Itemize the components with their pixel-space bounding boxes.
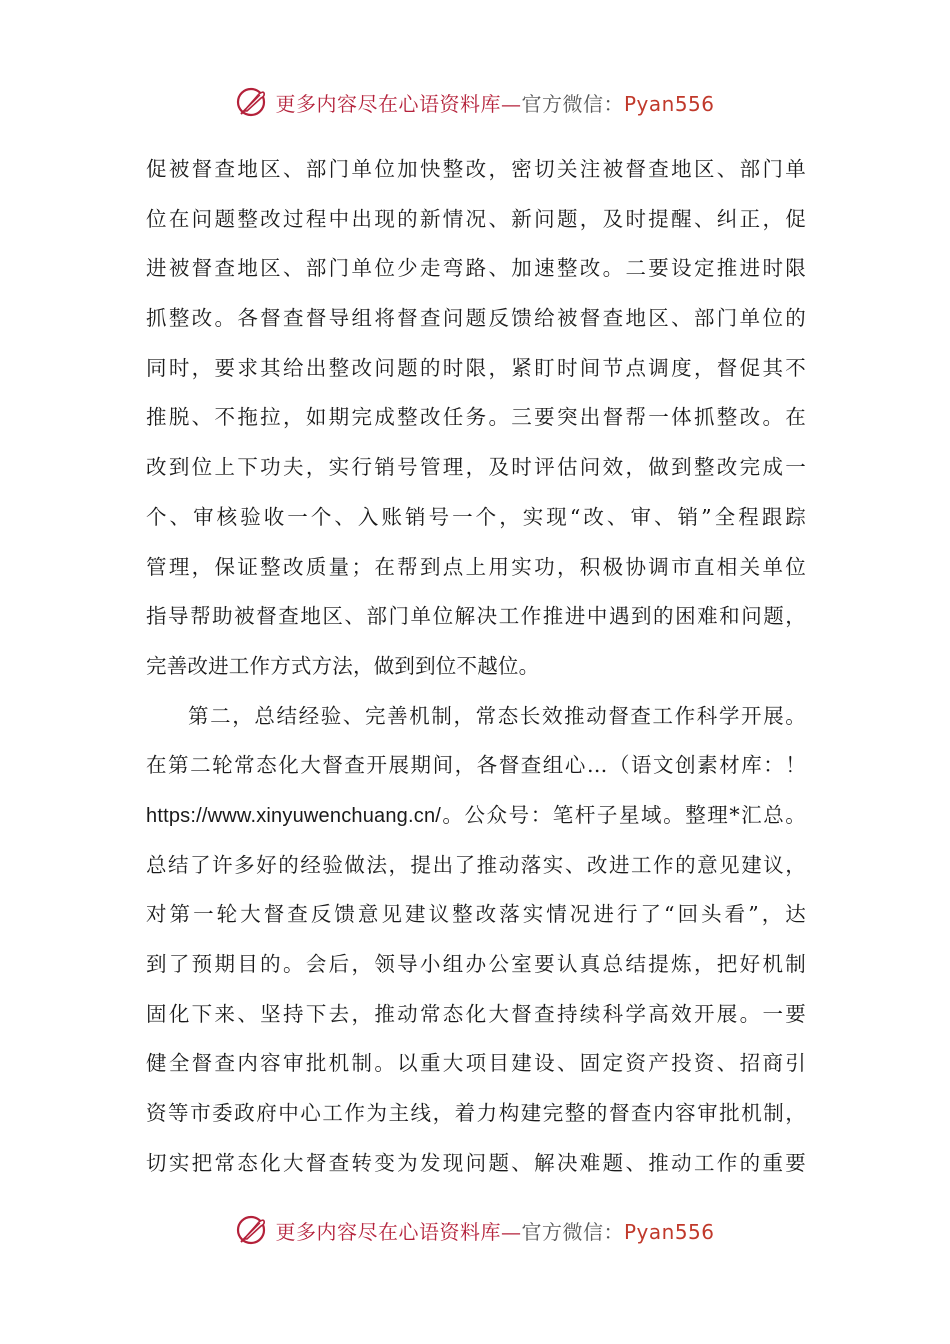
text-line: 管理，保证整改质量；在帮到点上用实功，积极协调市直相关单位 [146, 554, 806, 579]
header-banner [0, 80, 950, 124]
header-wechat-id: Pyan556 [623, 91, 715, 116]
document-body [146, 145, 806, 1188]
text-line: 在第二轮常态化大督查开展期间，各督查组心…（语文创素材库：！ [146, 753, 806, 778]
quill-pen-logo-icon [235, 85, 269, 119]
quill-pen-logo-icon [235, 1213, 269, 1247]
footer-banner-text [275, 1216, 714, 1245]
text-line: 改到位上下功夫，实行销号管理，及时评估问效，做到整改完成一 [146, 455, 806, 480]
header-wechat-label: 官方微信： [521, 91, 624, 116]
website-link[interactable]: https://www.xinyuwenchuang.cn/ [146, 804, 442, 827]
text-line: 健全督查内容审批机制。以重大项目建设、固定资产投资、招商引 [146, 1051, 806, 1076]
text-line: 固化下来、坚持下去，推动常态化大督查持续科学高效开展。一要 [146, 1001, 806, 1026]
text-line: 推脱、不拖拉，如期完成整改任务。三要突出督帮一体抓整改。在 [146, 405, 806, 430]
text-line: 位在问题整改过程中出现的新情况、新问题，及时提醒、纠正，促 [146, 206, 806, 231]
text-line: 资等市委政府中心工作为主线，着力构建完整的督查内容审批机制， [146, 1101, 806, 1126]
text-line-with-link [146, 791, 806, 841]
footer-brand: 更多内容尽在心语资料库 [275, 1219, 501, 1244]
text-line: 对第一轮大督查反馈意见建议整改落实情况进行了“回头看”，达 [146, 902, 806, 927]
footer-banner [0, 1208, 950, 1252]
header-brand: 更多内容尽在心语资料库 [275, 91, 501, 116]
text-line: 个、审核验收一个、入账销号一个，实现“改、审、销”全程跟踪 [146, 504, 806, 529]
paragraph-heading-line: 第二，总结经验、完善机制，常态长效推动督查工作科学开展。 [188, 703, 806, 728]
text-line: 同时，要求其给出整改问题的时限，紧盯时间节点调度，督促其不 [146, 355, 806, 380]
header-banner-text [275, 88, 714, 117]
text-line: 指导帮助被督查地区、部门单位解决工作推进中遇到的困难和问题， [146, 604, 806, 629]
text-line: 促被督查地区、部门单位加快整改，密切关注被督查地区、部门单 [146, 157, 806, 181]
footer-separator: — [500, 1219, 522, 1244]
text-line: 进被督查地区、部门单位少走弯路、加速整改。二要设定推进时限 [146, 256, 806, 281]
footer-wechat-id: Pyan556 [623, 1219, 715, 1244]
text-line: 到了预期目的。会后，领导小组办公室要认真总结提炼，把好机制 [146, 952, 806, 976]
footer-wechat-label: 官方微信： [521, 1219, 624, 1244]
text-line: 切实把常态化大督查转变为发现问题、解决难题、推动工作的重要 [146, 1150, 806, 1175]
text-line: 抓整改。各督查督导组将督查问题反馈给被督查地区、部门单位的 [146, 306, 806, 331]
text-line: 总结了许多好的经验做法，提出了推动落实、改进工作的意见建议， [146, 852, 806, 877]
text-line-suffix: 。公众号：笔杆子星域。整理*汇总。 [441, 802, 806, 827]
header-separator: — [500, 91, 522, 116]
text-line: 完善改进工作方式方法，做到到位不越位。 [146, 653, 540, 678]
